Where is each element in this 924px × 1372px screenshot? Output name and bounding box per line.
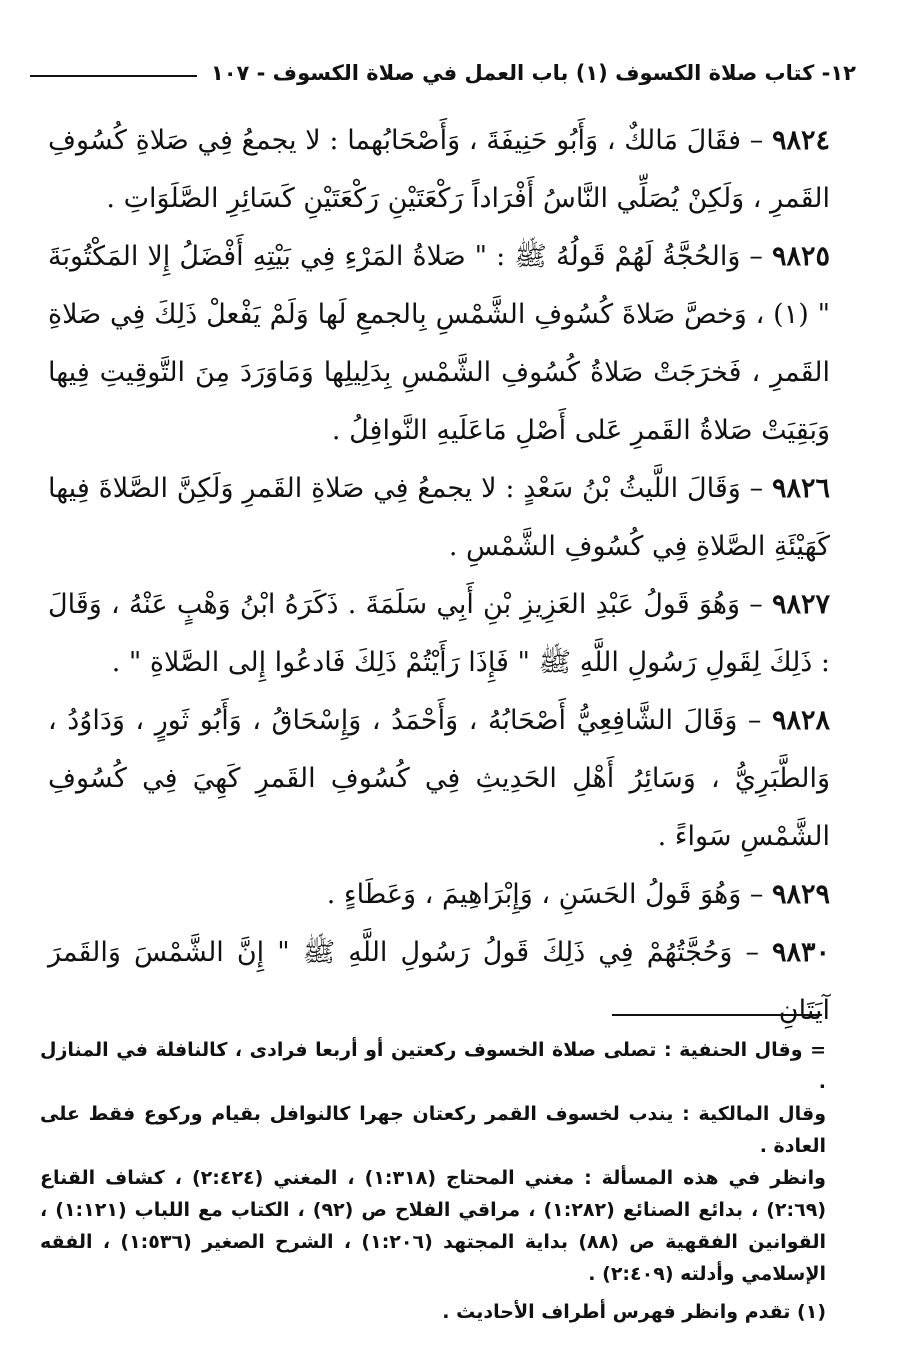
- paragraph-9830: [48, 924, 830, 1040]
- paragraph-text: – وَالحُجَّةُ لَهُمْ قَولُهُ ﷺ : " صَلاةُ المَرْءِ فِي بَيْتِهِ أَفْضَلُ إِلا المَكْتُوبَةَ " (١) ، وَخصَّ صَلاةَ كُسُوفِ الشَّمْسِ بِالجمعِ لَها وَلَمْ يَفْعلْ ذَلِكَ فِي صَلاةِ القَمرِ ، فَخرَجَتْ صَلاةُ كُسُوفِ الشَّمْسِ بِدَلِيلِها وَمَاوَرَدَ مِنَ التَّوقِيتِ فِيها وَبَقِيَتْ صَلاةُ القَمرِ عَلى أَصْلِ مَاعَلَيهِ النَّوافِلُ .: [48, 241, 830, 446]
- footnote-references: وانظر في هذه المسألة : مغني المحتاج (١:٣١٨) ، المغني (٢:٤٢٤) ، كشاف القناع (٢:٦٩) ، بدائع الصنائع (١:٢٨٢) ، مراقي الفلاح ص (٩٢) ، الكتاب مع اللباب (١:١٢١) ، القوانين الفقهية ص (٨٨) بداية المجتهد (١:٢٠٦) ، الشرح الصغير (١:٥٣٦) ، الفقه الإسلامي وأدلته (٢:٤٠٩) .: [40, 1167, 826, 1285]
- header-rule: [30, 75, 197, 77]
- header-title: ١٢- كتاب صلاة الكسوف (١) باب العمل في صلاة الكسوف - ١٠٧: [210, 61, 856, 85]
- paragraph-text: – وَقَالَ اللَّيثُ بْنُ سَعْدٍ : لا يجمعُ فِي صَلاةِ القَمرِ وَلَكِنَّ الصَّلاةَ فِيها كَهَيْئَةِ الصَّلاةِ فِي كُسُوفِ الشَّمْسِ .: [48, 473, 830, 562]
- footnote-divider: [612, 1014, 822, 1016]
- paragraph-text: – وَقَالَ الشَّافِعِيُّ أَصْحَابُهُ ، وَأَحْمَدُ ، وَإِسْحَاقُ ، وَأَبُو ثَورٍ ، وَدَاوُدُ ، وَالطَّبَرِيُّ ، وَسَائِرُ أَهْلِ الحَدِيثِ فِي كُسُوفِ القَمرِ كَهِيَ فِي كُسُوفِ الشَّمْسِ سَواءً .: [48, 705, 830, 852]
- paragraph-text: – فقَالَ مَالكٌ ، وَأَبُو حَنِيفَةَ ، وَأَصْحَابُهما : لا يجمعُ فِي صَلاةِ كُسُوفِ القَمرِ ، وَلَكِنْ يُصَلِّي النَّاسُ أَفْرَاداً رَكْعَتَيْنِ رَكْعَتَيْنِ كَسَائِرِ الصَّلَوَاتِ .: [48, 125, 830, 214]
- paragraph-9829: [48, 866, 830, 924]
- paragraph-number: ٩٨٢٦: [771, 473, 830, 504]
- paragraph-9825: [48, 228, 830, 460]
- paragraph-number: ٩٨٢٧: [771, 589, 830, 620]
- paragraph-9827: [48, 576, 830, 692]
- footnote-continued-maliki: وقال المالكية : يندب لخسوف القمر ركعتان جهرا كالنوافل بقيام وركوع فقط على العادة .: [40, 1103, 826, 1157]
- paragraph-text: – وَحُجَّتُهُمْ فِي ذَلِكَ قَولُ رَسُولِ اللَّهِ ﷺ " إِنَّ الشَّمْسَ وَالقَمرَ آيَتَانِ: [48, 937, 830, 1026]
- paragraph-text: – وَهُوَ قَولُ عَبْدِ العَزِيزِ بْنِ أَبِي سَلَمَةَ . ذَكَرَهُ ابْنُ وَهْبٍ عَنْهُ ، وَقَالَ : ذَلِكَ لِقَولِ رَسُولِ اللَّهِ ﷺ " فَإِذَا رَأَيْتُمْ ذَلِكَ فَادعُوا إِلى الصَّلاةِ " .: [48, 589, 830, 678]
- footnotes: [40, 1034, 826, 1328]
- footnote-1: (١) تقدم وانظر فهرس أطراف الأحاديث .: [442, 1301, 826, 1323]
- paragraph-number: ٩٨٢٨: [771, 705, 830, 736]
- paragraph-9828: [48, 692, 830, 866]
- paragraph-text: – وَهُوَ قَولُ الحَسَنِ ، وَإِبْرَاهِيمَ ، وَعَطَاءٍ .: [326, 879, 772, 910]
- paragraph-9824: [48, 112, 830, 228]
- paragraph-number: ٩٨٢٤: [771, 125, 830, 156]
- paragraph-9826: [48, 460, 830, 576]
- paragraph-number: ٩٨٣٠: [771, 937, 830, 968]
- paragraph-number: ٩٨٢٥: [771, 241, 830, 272]
- running-header: [30, 56, 856, 90]
- footnote-continued-hanafi: = وقال الحنفية : تصلى صلاة الخسوف ركعتين أو أربعا فرادى ، كالنافلة في المنازل .: [40, 1039, 826, 1093]
- paragraph-number: ٩٨٢٩: [771, 879, 830, 910]
- main-text: [48, 112, 830, 1040]
